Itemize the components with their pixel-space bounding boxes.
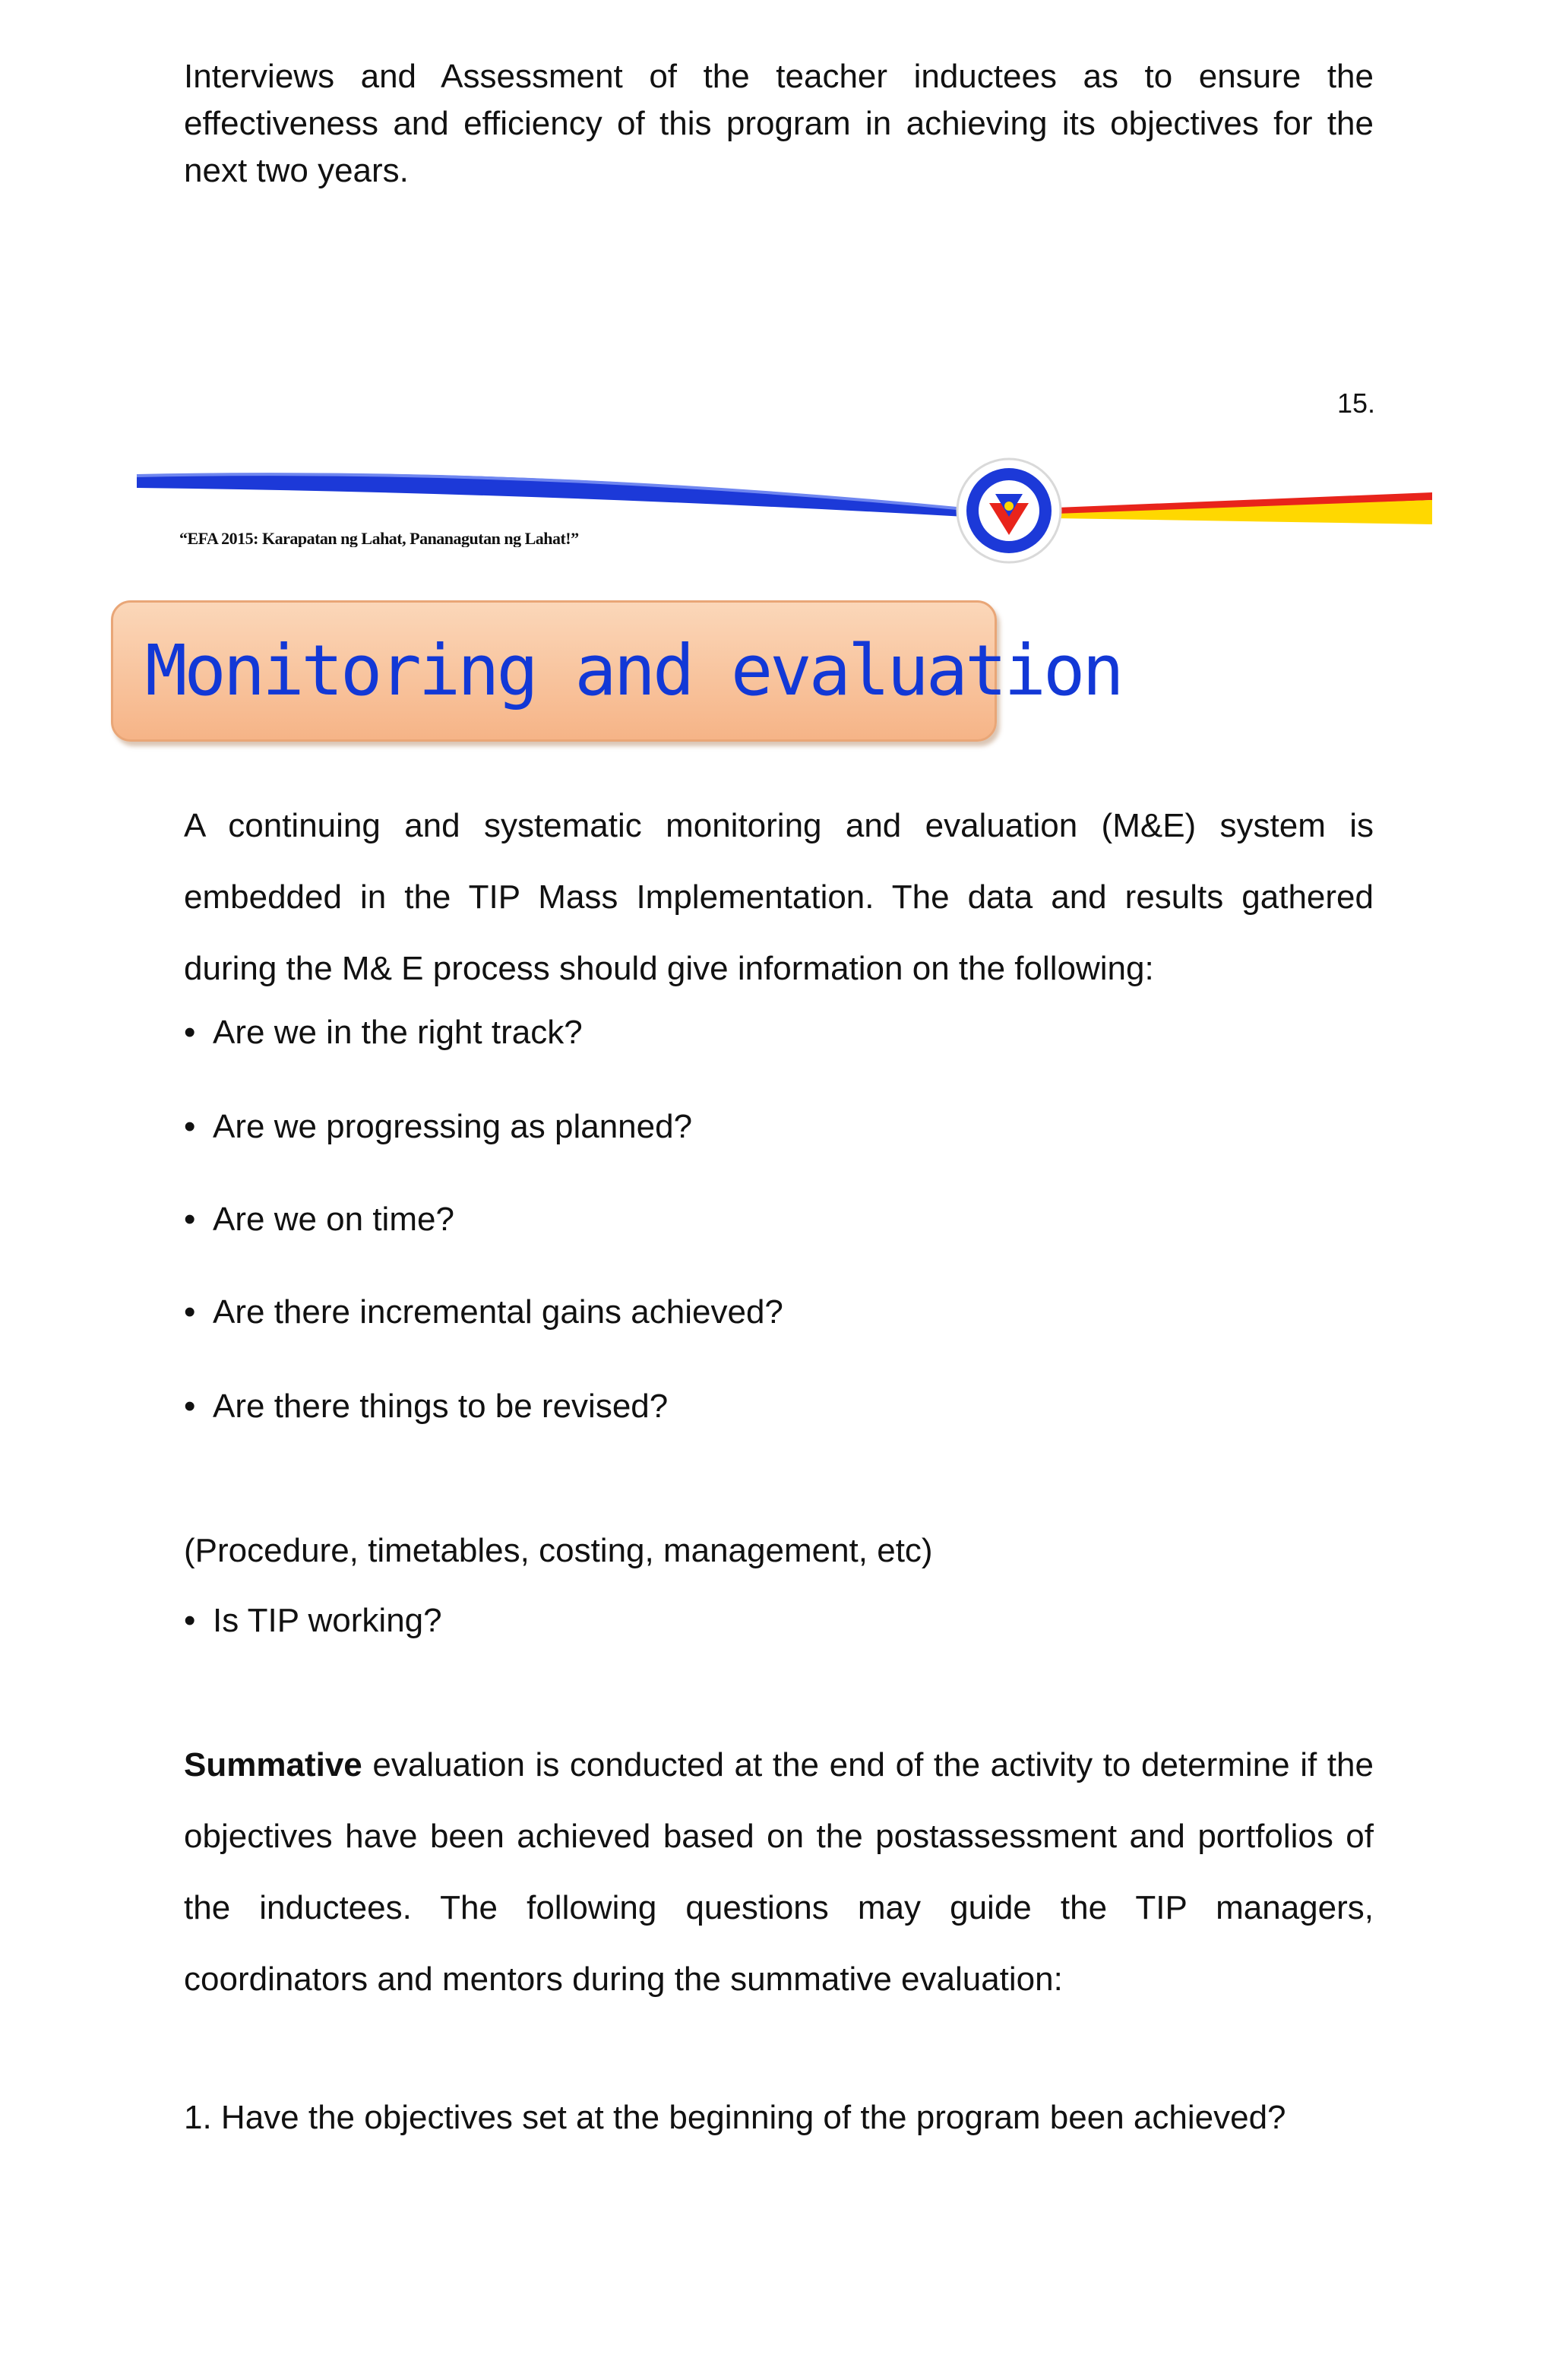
bullet-icon: •: [184, 1108, 196, 1145]
bullet-item: [184, 1293, 783, 1331]
bullet-text: Are we progressing as planned?: [213, 1108, 693, 1145]
bullet-text: Are we on time?: [213, 1201, 454, 1238]
bullet-icon: •: [184, 1014, 196, 1051]
procedure-note: (Procedure, timetables, costing, management, etc): [184, 1532, 933, 1569]
section-title: Monitoring and evaluation: [145, 630, 1121, 711]
bullet-text: Are there things to be revised?: [213, 1388, 669, 1425]
numbered-item: 1. Have the objectives set at the beginning of the program been achieved?: [184, 2099, 1286, 2136]
bullet-icon: •: [184, 1201, 196, 1238]
header-band: [0, 448, 1556, 570]
bullet-icon: •: [184, 1293, 196, 1331]
bullet-text: Are there incremental gains achieved?: [213, 1293, 783, 1331]
page-number: 15.: [1336, 388, 1375, 419]
header-slogan: “EFA 2015: Karapatan ng Lahat, Pananagutan ng Lahat!”: [179, 529, 579, 547]
section-title-box: [111, 600, 1121, 742]
top-paragraph: Interviews and Assessment of the teacher inductees as to ensure the effectiveness and efficiency of this program in achieving its objectives for the next two years.: [184, 58, 1374, 189]
summative-term: Summative: [184, 1746, 362, 1783]
bullet-text: Is TIP working?: [213, 1602, 442, 1639]
deped-seal-icon: [957, 459, 1061, 562]
bullet-text: Are we in the right track?: [213, 1014, 583, 1051]
bullet-icon: •: [184, 1388, 196, 1425]
bullet-item: [184, 1602, 442, 1640]
intro-paragraph: A continuing and systematic monitoring and evaluation (M&E) system is embedded in the TIP Mass Implementation. The data and results gathered during the M& E process should give information on the following:: [184, 807, 1374, 987]
bullet-item: [184, 1388, 668, 1426]
bullet-icon: •: [184, 1602, 196, 1639]
bullet-item: [184, 1201, 454, 1239]
summative-paragraph: [184, 1730, 1374, 2015]
bullet-item: [184, 1014, 583, 1052]
bullet-item: [184, 1108, 692, 1146]
summative-text: evaluation is conducted at the end of the activity to determine if the objectives have been achieved based on the postassessment and portfolios of the inductees. The following questions may guide the TIP managers, coordinators and mentors during the summative evaluation:: [184, 1746, 1374, 1998]
